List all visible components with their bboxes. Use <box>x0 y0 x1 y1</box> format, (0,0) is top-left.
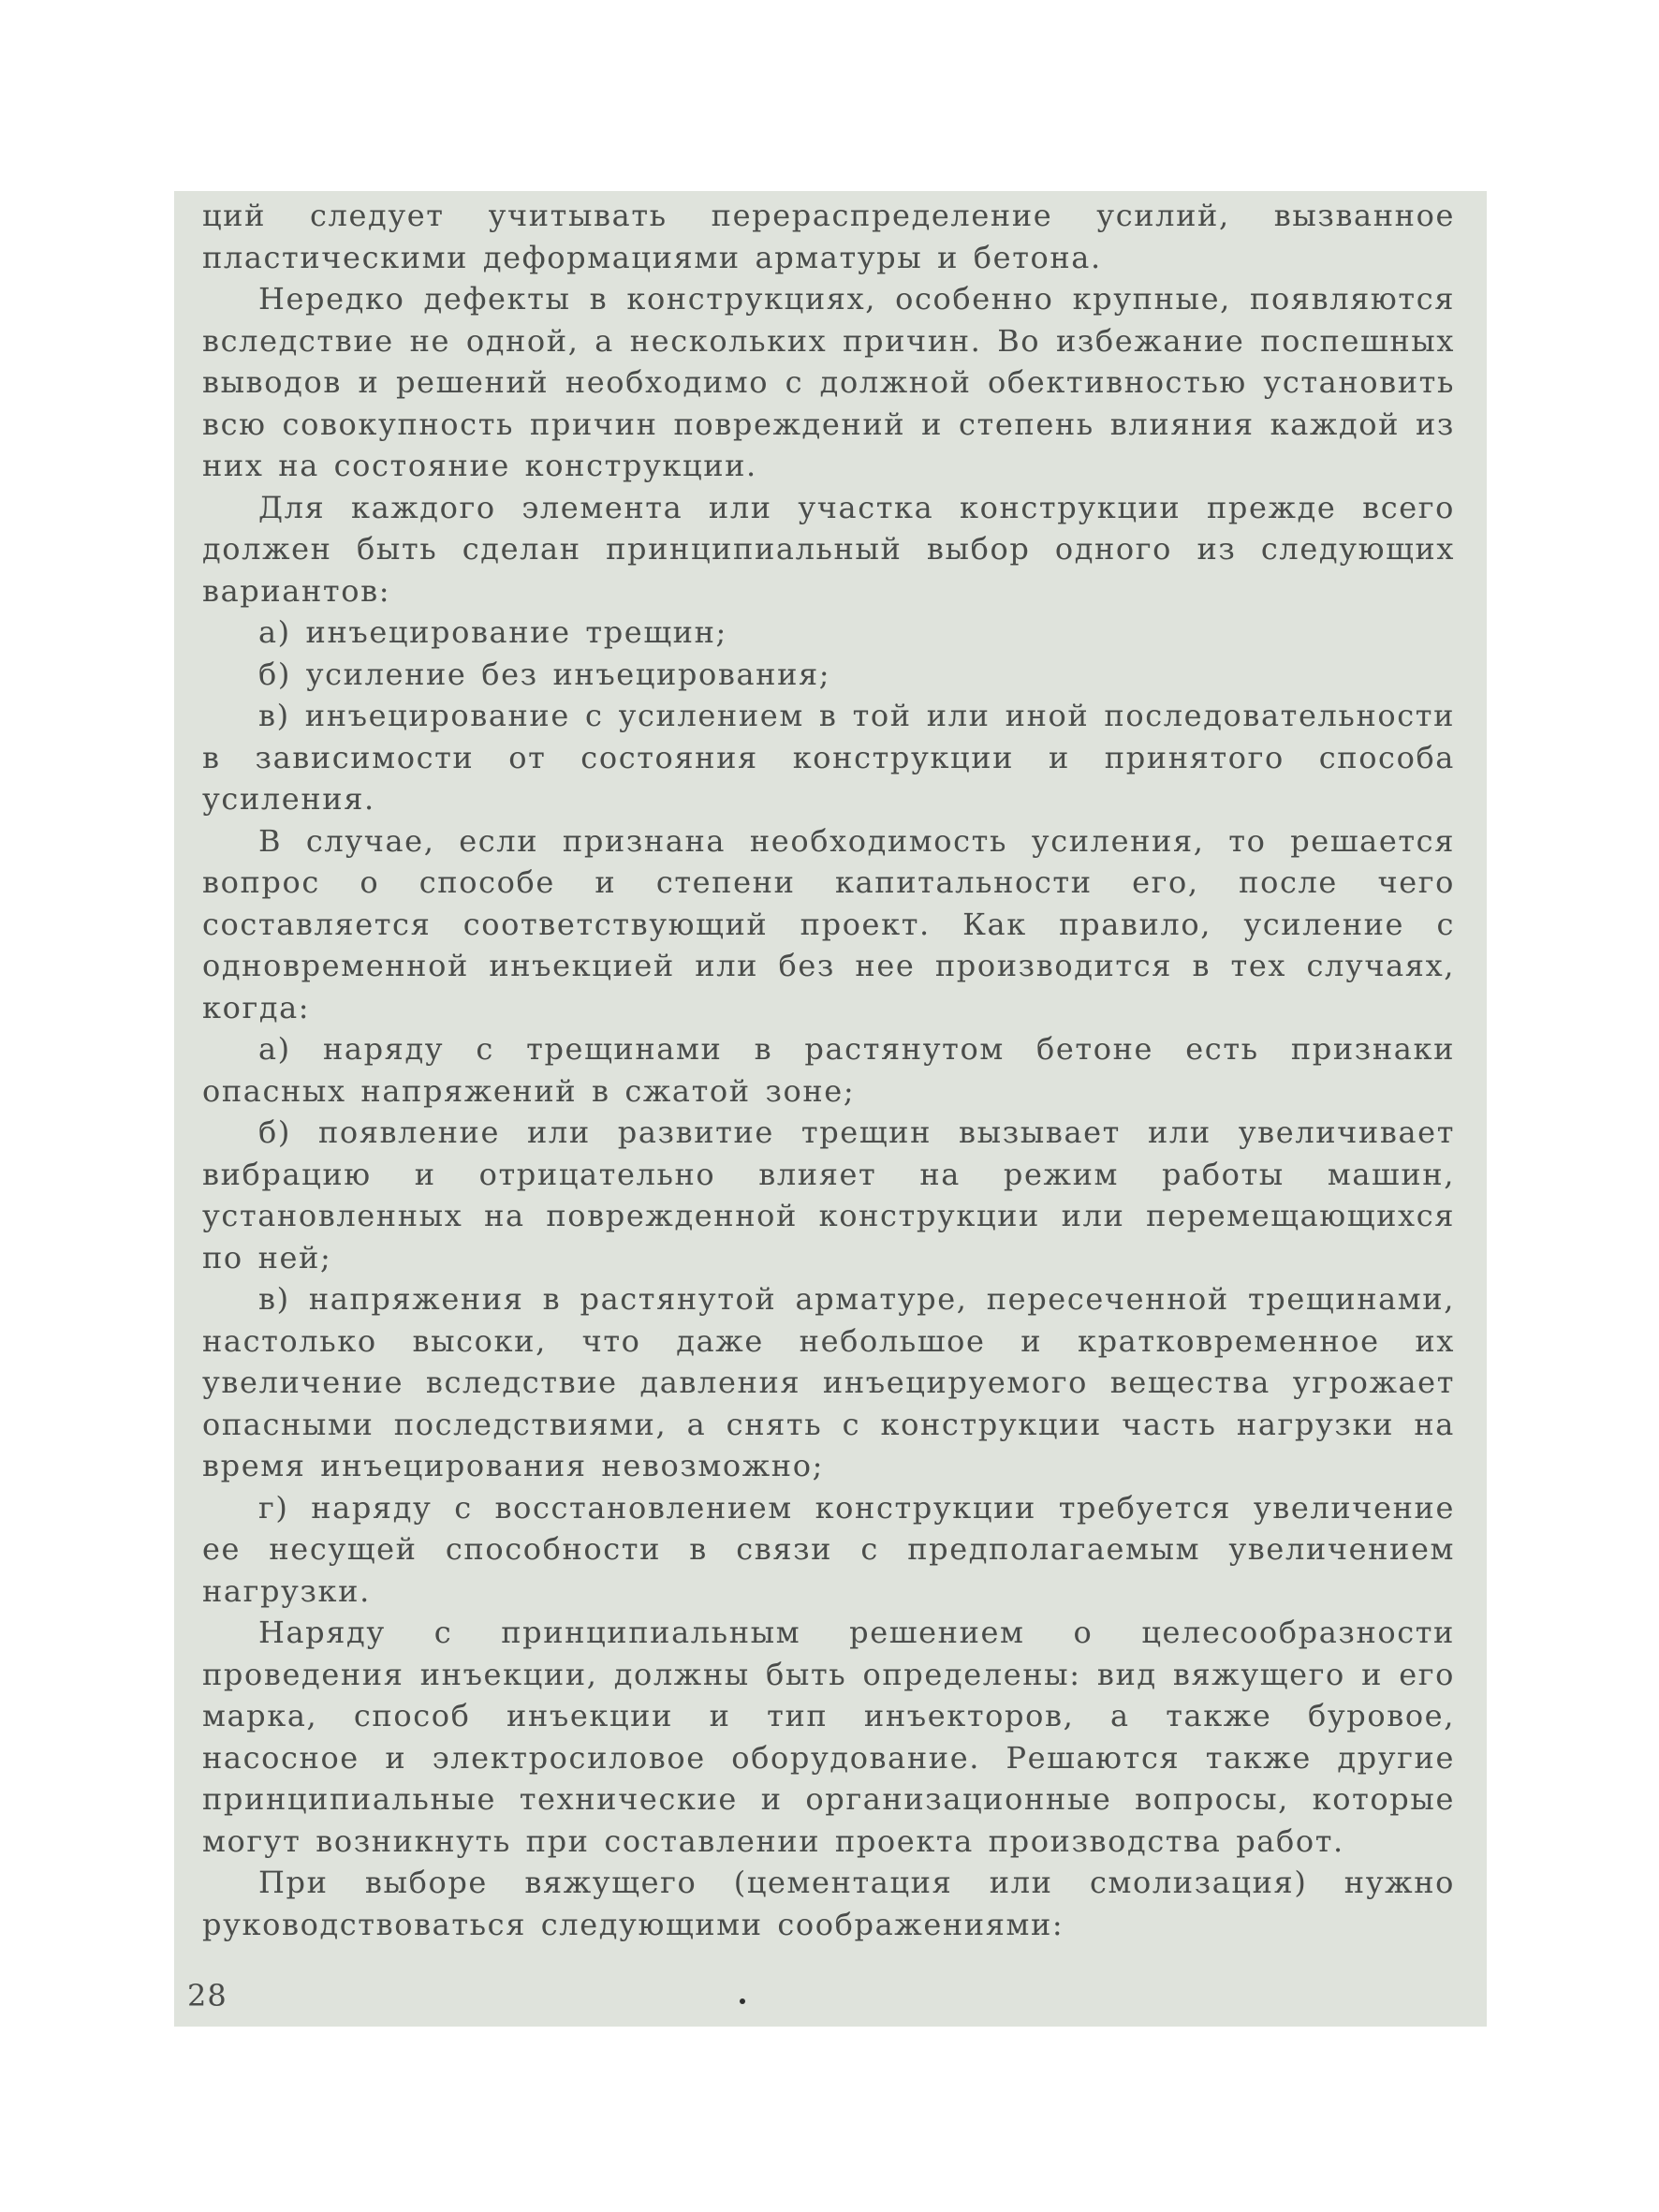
scan-speck <box>740 1998 745 2004</box>
list-item-b: б) усиление без инъецирования; <box>258 656 831 692</box>
list-item-a: а) инъецирование трещин; <box>258 614 727 650</box>
condition-item-v: в) напряжения в растянутой арматуре, пересеченной трещинами, настолько высоки, что даже небольшое и кратковременное их увеличение вследствие давления инъецируемого вещества угрожает опасными последствиями, а снять с конструкции часть нагрузки на время инъецирования невозможно; <box>202 1281 1455 1483</box>
condition-item-b: б) появление или развитие трещин вызывает или увеличивает вибрацию и отрицательно влияет на режим работы машин, установленных на поврежденной конструкции или перемещающихся по ней; <box>202 1114 1455 1276</box>
paragraph-choice: Для каждого элемента или участка конструкции прежде всего должен быть сделан принципиальный выбор одного из следующих вариантов: <box>202 489 1455 609</box>
list-item-v: в) инъецирование с усилением в той или иной последовательности в зависимости от состояния конструкции и принятого способа усиления. <box>202 698 1455 817</box>
page-number: 28 <box>187 1978 228 2013</box>
condition-item-g: г) наряду с восстановлением конструкции требуется увеличение ее несущей способности в связи с предполагаемым увеличением нагрузки. <box>202 1489 1455 1609</box>
paragraph-decision: Наряду с принципиальным решением о целесообразности проведения инъекции, должны быть определены: вид вяжущего и его марка, способ инъекции и тип инъекторов, а также буровое, насосное и электросиловое оборудование. Решаются также другие принципиальные технические и организационные вопросы, которые могут возникнуть при составлении проекта производства работ. <box>202 1615 1455 1859</box>
paragraph-defects: Нередко дефекты в конструкциях, особенно крупные, появляются вследствие не одной, а нескольких причин. Во избежание поспешных выводов и решений необходимо с должной обективностью установить всю совокупность причин повреждений и степень влияния каждой из них на состояние конструкции. <box>202 281 1455 483</box>
paragraph-continuation: ций следует учитывать перераспределение усилий, вызванное пластическими деформациями арматуры и бетона. <box>202 198 1455 275</box>
condition-item-a: а) наряду с трещинами в растянутом бетоне есть признаки опасных напряжений в сжатой зоне; <box>202 1031 1455 1109</box>
paragraph-reinforcement: В случае, если признана необходимость усиления, то решается вопрос о способе и степени капитальности его, после чего составляется соответствующий проект. Как правило, усиление с одновременной инъекцией или без нее производится в тех случаях, когда: <box>202 822 1455 1025</box>
scanned-page <box>174 191 1487 2027</box>
paragraph-binder-choice: При выборе вяжущего (цементация или смолизация) нужно руководствоваться следующими соображениями: <box>202 1865 1455 1942</box>
